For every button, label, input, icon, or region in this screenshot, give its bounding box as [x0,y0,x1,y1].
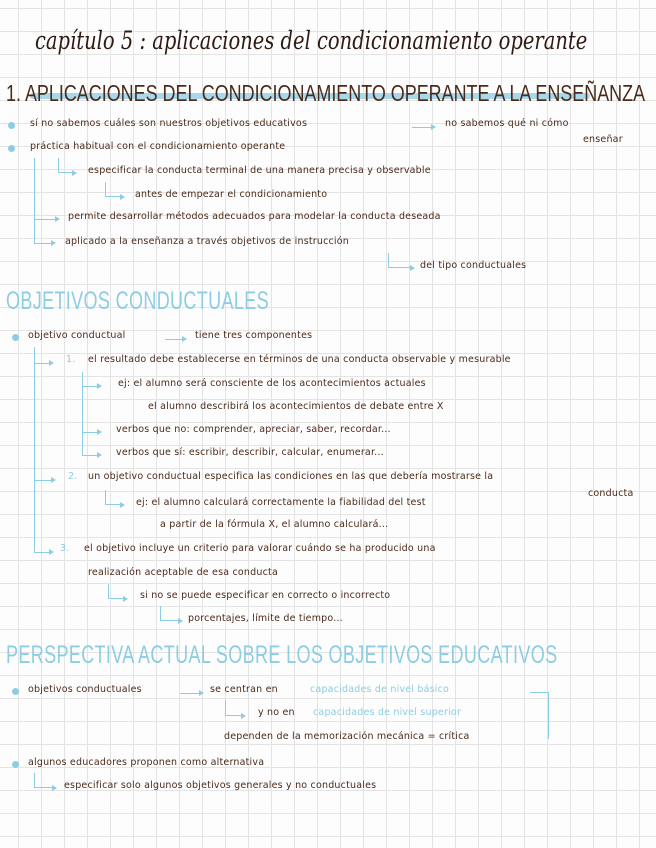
note-line: el objetivo incluye un criterio para valorar cuándo se ha producido una [84,543,436,554]
note-line: tiene tres componentes [195,330,313,341]
arrow-icon [34,363,50,364]
connector-line [82,372,83,455]
note-line: no sabemos qué ni cómo [445,118,569,129]
item-number: 2. [68,471,78,482]
note-line: objetivos conductuales [28,684,142,695]
note-line-highlight: capacidades de nivel superior [313,707,462,718]
note-line: enseñar [583,134,623,145]
arrow-icon [180,693,200,694]
note-line: y no en [258,707,295,718]
connector-line [34,158,35,243]
arrow-icon [82,386,98,387]
bullet-icon [8,122,15,129]
arrow-icon [34,480,52,481]
item-number: 3. [60,543,70,554]
bullet-icon [8,145,15,152]
note-line: ej: el alumno calculará correctamente la fiabilidad del test [136,497,426,508]
note-line: realización aceptable de esa conducta [88,567,278,578]
page-title: capítulo 5 : aplicaciones del condicionamiento operante [35,26,588,55]
arrow-icon [34,243,52,244]
note-line: algunos educadores proponen como alternativa [28,757,265,768]
note-line: verbos que sí: escribir, describir, calcular, enumerar... [116,447,384,458]
arrow-icon [388,253,411,268]
note-line: permite desarrollar métodos adecuados para modelar la conducta deseada [68,211,441,222]
note-line: a partir de la fórmula X, el alumno calculará... [160,519,389,530]
section-heading-3: PERSPECTIVA ACTUAL SOBRE LOS OBJETIVOS EDUCATIVOS [6,641,558,669]
note-line: ej: el alumno será consciente de los acontecimientos actuales [118,378,426,389]
note-line: un objetivo conductual especifica las condiciones en las que debería mostrarse la [88,471,494,482]
bullet-icon [12,688,19,695]
bullet-icon [12,334,19,341]
note-line: especificar solo algunos objetivos generales y no conductuales [64,780,377,791]
section-heading-2: OBJETIVOS CONDUCTUALES [6,287,269,315]
arrow-icon [82,432,98,433]
note-line: objetivo conductual [28,330,126,341]
connector-line [34,347,35,552]
note-line: conducta [588,488,634,499]
connector-line [530,692,549,739]
arrow-icon [108,584,124,599]
arrow-icon [105,182,121,197]
item-number: 1. [66,354,76,365]
note-line: dependen de la memorización mecánica = crítica [224,731,470,742]
section-heading-1: 1. APLICACIONES DEL CONDICIONAMIENTO OPERANTE A LA ENSEÑANZA [6,80,646,106]
note-line: antes de empezar el condicionamiento [135,189,328,200]
arrow-icon [34,219,56,220]
arrow-icon [82,455,98,456]
note-line: verbos que no: comprender, apreciar, saber, recordar... [116,424,391,435]
bullet-icon [12,761,19,768]
note-line: se centran en [210,684,278,695]
arrow-icon [225,700,242,716]
arrow-icon [34,552,50,553]
note-line: práctica habitual con el condicionamiento operante [30,141,286,152]
note-line: sí no sabemos cuáles son nuestros objetivos educativos [30,118,308,129]
arrow-icon [58,158,73,173]
note-line: si no se puede especificar en correcto o incorrecto [140,590,391,601]
arrow-icon [34,773,53,788]
note-line: del tipo conductuales [420,260,527,271]
note-line: el alumno describirá los acontecimientos de debate entre X [148,401,444,412]
note-line: porcentajes, límite de tiempo... [188,613,343,624]
arrow-icon [165,339,183,340]
arrow-icon [160,606,179,621]
note-line: aplicado a la enseñanza a través objetivos de instrucción [65,236,350,247]
note-line-highlight: capacidades de nivel básico [310,684,450,695]
arrow-icon [105,490,121,505]
arrow-icon [412,127,432,128]
note-line: especificar la conducta terminal de una manera precisa y observable [88,165,431,176]
note-line: el resultado debe establecerse en términos de una conducta observable y mesurable [88,354,511,365]
